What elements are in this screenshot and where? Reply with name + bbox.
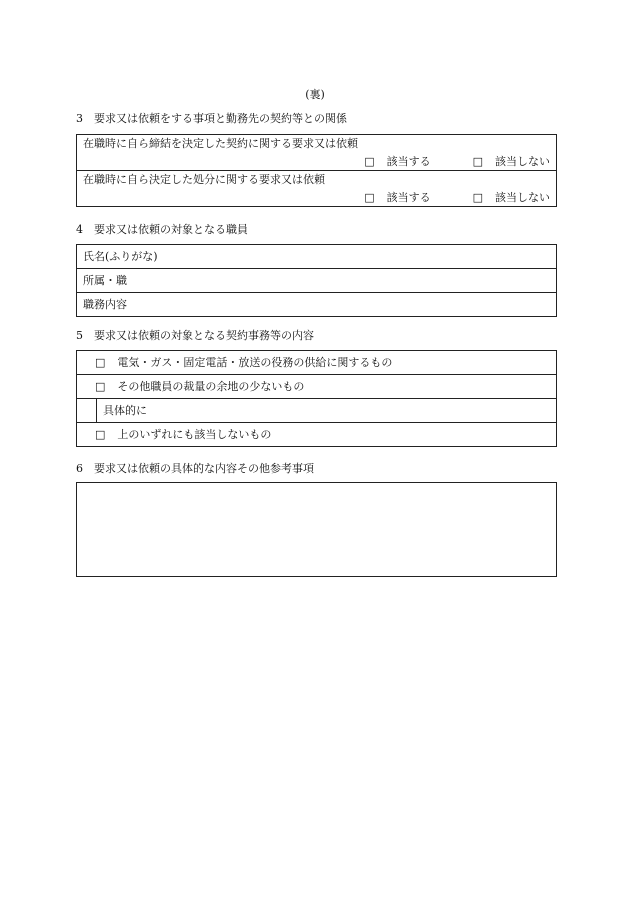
detail-indent	[77, 399, 97, 423]
option-applicable-label: 該当する	[386, 155, 431, 168]
section6-heading	[76, 460, 314, 476]
checkbox-icon[interactable]: □	[95, 356, 106, 369]
section3-number: 3	[76, 112, 83, 125]
section5-option-low-discretion[interactable]	[77, 375, 557, 399]
section5-detail-field[interactable]: 具体的に	[97, 399, 557, 423]
section4-heading	[76, 221, 248, 237]
option-applicable[interactable]	[364, 189, 430, 205]
section6-number: 6	[76, 462, 83, 475]
section5-title: 要求又は依頼の対象となる契約事務等の内容	[94, 329, 314, 342]
page-side-label: (裏)	[305, 88, 325, 101]
checkbox-icon[interactable]: □	[364, 191, 375, 204]
section3-table	[76, 134, 557, 207]
field-affiliation-position[interactable]: 所属・職	[77, 269, 557, 293]
checkbox-icon[interactable]: □	[95, 380, 106, 393]
section5-option3-label: 上のいずれにも該当しないもの	[117, 428, 272, 441]
section6-free-text-box[interactable]	[76, 482, 557, 577]
section5-option-utilities[interactable]	[77, 351, 557, 375]
checkbox-icon[interactable]: □	[472, 191, 483, 204]
section4-number: 4	[76, 223, 83, 236]
section3-row-contract	[77, 135, 557, 171]
section3-row1-text: 在職時に自ら締結を決定した契約に関する要求又は依頼	[83, 137, 358, 150]
option-applicable[interactable]	[364, 153, 430, 169]
section5-option-none[interactable]	[77, 423, 557, 447]
checkbox-icon[interactable]: □	[364, 155, 375, 168]
field-name-furigana[interactable]: 氏名(ふりがな)	[77, 245, 557, 269]
option-not-applicable[interactable]	[473, 153, 550, 169]
field-job-duties[interactable]: 職務内容	[77, 293, 557, 317]
section5-detail-row	[77, 399, 557, 423]
section5-table	[76, 350, 557, 447]
section5-number: 5	[76, 329, 83, 342]
option-not-applicable-label: 該当しない	[495, 155, 550, 168]
section5-option2-label: その他職員の裁量の余地の少ないもの	[117, 380, 305, 393]
section3-row2-text: 在職時に自ら決定した処分に関する要求又は依頼	[83, 173, 325, 186]
option-not-applicable-label: 該当しない	[495, 191, 550, 204]
checkbox-icon[interactable]: □	[95, 428, 106, 441]
section3-heading	[76, 110, 347, 126]
section4-table	[76, 244, 557, 317]
section3-row-disposition	[77, 171, 557, 207]
option-not-applicable[interactable]	[473, 189, 550, 205]
option-applicable-label: 該当する	[386, 191, 431, 204]
checkbox-icon[interactable]: □	[472, 155, 483, 168]
section5-heading	[76, 327, 314, 343]
section4-title: 要求又は依頼の対象となる職員	[94, 223, 248, 236]
section3-title: 要求又は依頼をする事項と勤務先の契約等との関係	[94, 112, 347, 125]
section5-option1-label: 電気・ガス・固定電話・放送の役務の供給に関するもの	[117, 356, 393, 369]
section6-title: 要求又は依頼の具体的な内容その他参考事項	[94, 462, 314, 475]
